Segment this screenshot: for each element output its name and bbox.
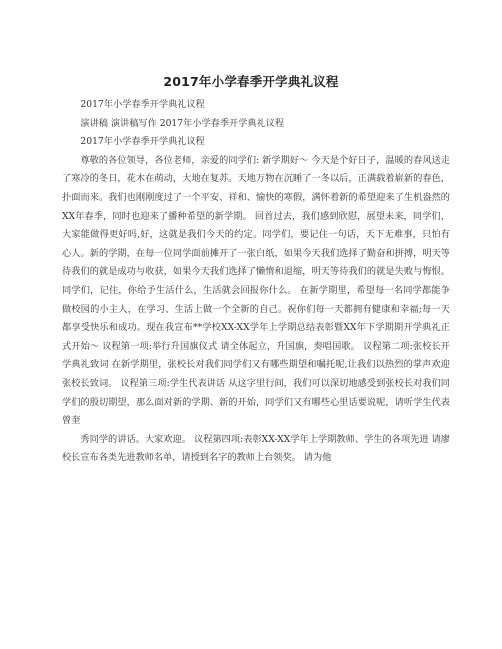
document-title: 2017年小学春季开学典礼议程 (163, 74, 339, 89)
document-body (62, 96, 450, 468)
category-line: 演讲稿 演讲稿写作 2017年小学春季开学典礼议程 (80, 117, 285, 129)
speech-paragraph: 尊敬的各位领导，各位老师，亲爱的同学们: 新学期好～ 今天是个好日子，温暖的春风送走了寒冷的冬日，花木在萌动，大地在复苏。天地万物在沉睡了一冬以后，正满载着崭新的春色，扑面而来。我们也刚刚度过了一个平安、祥和、愉快的寒假，满怀着新的希望迎来了生机盎然的XX年春季，同时也迎来了播种希望的新学期。 回首过去，我们感到欣慰，展望未来，同学们，大家能做得更好吗,好，这就是我们今天的约定。同学们，要记住一句话，天下无难事，只怕有心人。新的学期，在每一位同学面前摊开了一张白纸，如果今天我们选择了勤奋和拼搏，明天等待我们的就是成功与收获，如果今天我们选择了懒惰和退缩，明天等待我们的就是失败与悔恨。同学们，记住，你给予生活什么，生活就会回报你什么。 在新学期里，希望每一名同学都能争做校园的小主人，在学习、生活上做一个全新的自己。祝你们每一天都拥有健康和幸福;每一天都享受快乐和成功。现在我宣布**学校XX-XX学年上学期总结表彰暨XX年下学期期开学典礼正式开始～ 议程第一项:举行升国旗仪式 请全体起立，升国旗，奏唱国歌。 议程第二项:张校长开学典礼致词 在新学期里，张校长对我们同学们又有哪些期望和嘱托呢,让我们以热烈的掌声欢迎张校长致词。 议程第三项:学生代表讲话 从这字里行间，我们可以深切地感受到张校长对我们同学们的殷切期望，那么面对新的学期、新的开始，同学们又有哪些心里话要说呢，请听学生代表曾奎 (62, 154, 450, 427)
speech-paragraph: 秀同学的讲话。大家欢迎。 议程第四项:表彰XX-XX学年上学期教师、学生的各项先进 请廖校长宣布各类先进教师名单，请授到名字的教师上台领奖。 请为他 (62, 433, 450, 464)
subtitle-line: 2017年小学春季开学典礼议程 (80, 99, 205, 110)
heading-line: 2017年小学春季开学典礼议程 (80, 136, 205, 148)
